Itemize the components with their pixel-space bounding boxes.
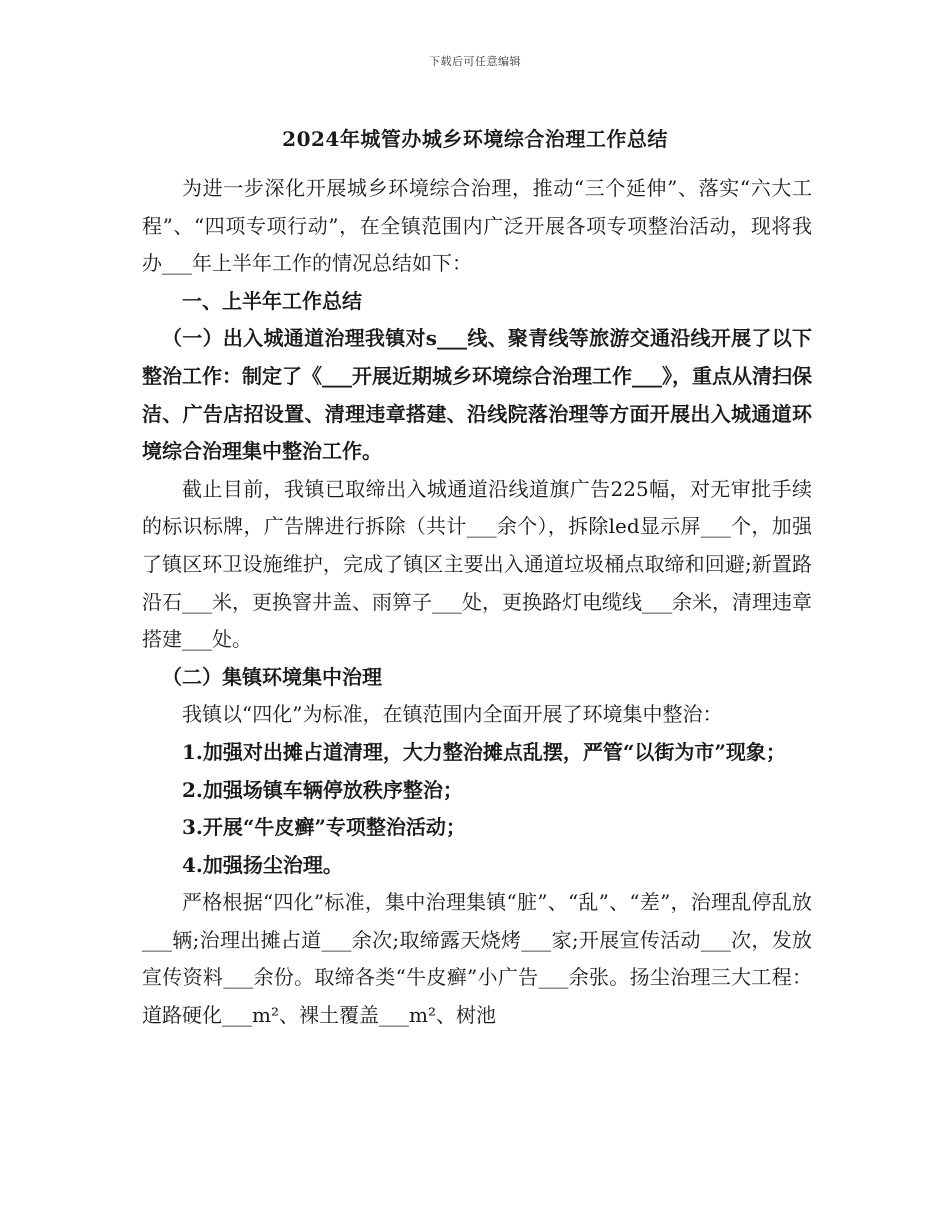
list-item-3: 3.开展“牛皮癣”专项整治活动； — [182, 815, 466, 840]
document-body — [142, 170, 812, 1035]
subsection-2: （二）集镇环境集中治理 — [162, 664, 382, 689]
subsection-1: （一）出入城通道治理我镇对s___线、聚青线等旅游交通沿线开展了以下整治工作：制定了《___开展近期城乡环境综合治理工作___》，重点从清扫保洁、广告店招设置、清理违章搭建、沿线院落治理等方面开展出入城通道环境综合治理集中整治工作。 — [142, 326, 812, 464]
header-note: 下载后可任意编辑 — [429, 55, 521, 68]
paragraph-2: 我镇以“四化”为标准，在镇范围内全面开展了环境集中整治： — [182, 702, 723, 727]
document-title: 2024年城管办城乡环境综合治理工作总结 — [282, 127, 668, 151]
list-item-1: 1.加强对出摊占道清理，大力整治摊点乱摆，严管“以街为市”现象； — [182, 739, 786, 764]
list-item-2: 2.加强场镇车辆停放秩序整治； — [182, 777, 463, 802]
list-item-4: 4.加强扬尘治理。 — [182, 852, 343, 877]
paragraph-1: 截止目前，我镇已取缔出入城通道沿线道旗广告225幅，对无审批手续的标识标牌，广告牌进行拆除（共计___余个），拆除led显示屏___个，加强了镇区环卫设施维护，完成了镇区主要出入通道垃圾桶点取缔和回避;新置路沿石___米，更换窨井盖、雨箅子___处，更换路灯电缆线___余米，清理违章搭建___处。 — [142, 476, 812, 652]
paragraph-3: 严格根据“四化”标准，集中治理集镇“脏”、“乱”、“差”，治理乱停乱放___辆;治理出摊占道___余次;取缔露天烧烤___家;开展宣传活动___次，发放宣传资料___余份。取缔各类“牛皮癣”小广告___余张。扬尘治理三大工程：道路硬化___m²、裸土覆盖___m²、树池 — [142, 890, 812, 1028]
section-heading-1: 一、上半年工作总结 — [182, 288, 362, 313]
paragraph-intro: 为进一步深化开展城乡环境综合治理，推动“三个延伸”、落实“六大工程”、“四项专项行动”，在全镇范围内广泛开展各项专项整治活动，现将我办___年上半年工作的情况总结如下： — [142, 176, 812, 276]
